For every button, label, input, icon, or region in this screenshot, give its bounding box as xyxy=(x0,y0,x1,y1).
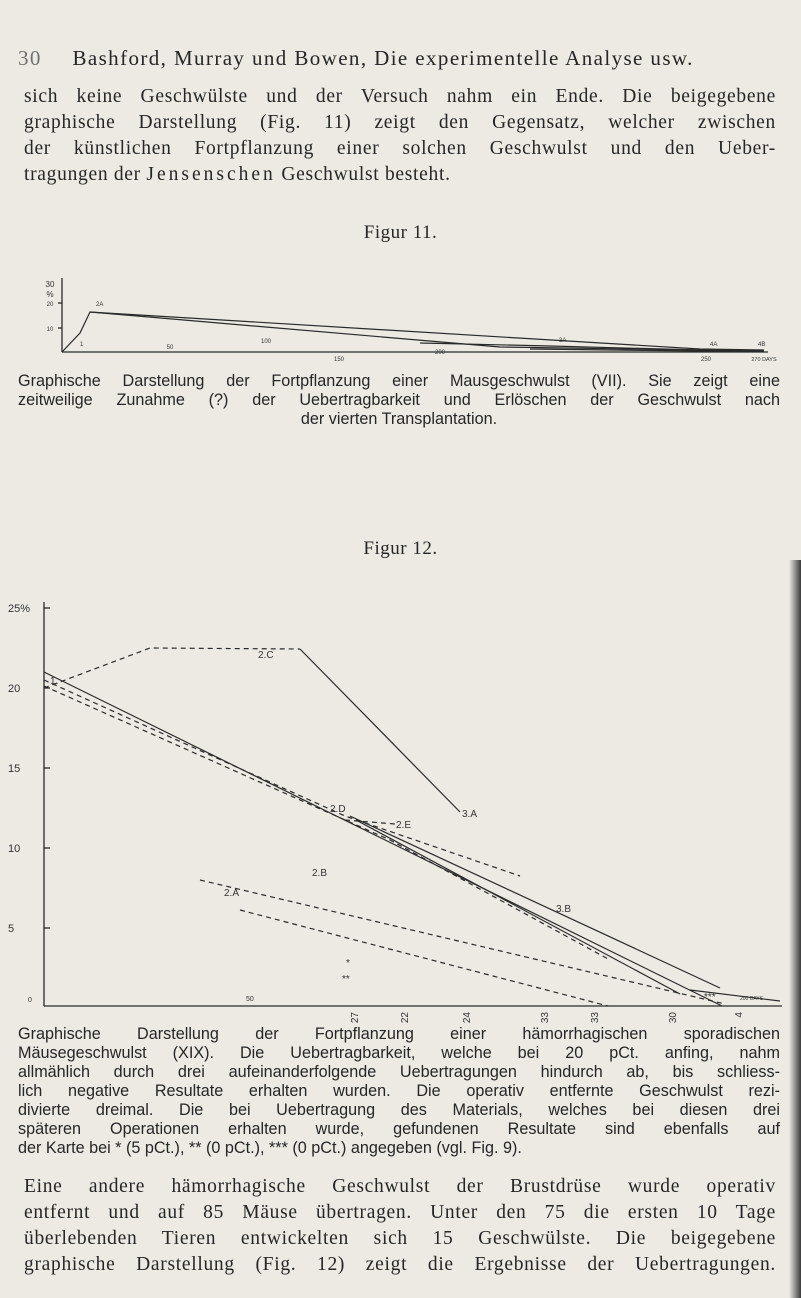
figure-12-title: Figur 12. xyxy=(363,538,438,559)
series-line xyxy=(200,880,725,1004)
figure-11-caption xyxy=(18,372,780,429)
x-tick-label: 33 xyxy=(540,1012,551,1024)
x-tick-label: 250 xyxy=(700,357,712,363)
text-line xyxy=(24,162,776,188)
point-label: 2.C xyxy=(258,650,274,661)
point-label: ** xyxy=(342,974,350,985)
x-tick-label: 24 xyxy=(462,1012,473,1024)
x-tick-label: 22 xyxy=(400,1012,411,1024)
axes xyxy=(58,278,768,352)
x-tick-label: 270 DAYS xyxy=(751,357,777,363)
caption-line: zeitweilige Zunahme (?) der Uebertragbarkeit und Erlöschen der Geschwulst nach xyxy=(18,391,780,409)
caption-line: späteren Operationen erhalten wurde, gefundenen Resultate sind ebenfalls auf xyxy=(18,1120,780,1138)
x-tick-label: 27 xyxy=(350,1012,361,1024)
y-tick-label: 0 xyxy=(28,997,32,1004)
y-tick-label: 10 xyxy=(8,843,21,855)
y-tick-label: 20 xyxy=(8,683,21,695)
text-line: der künstlichen Fortpflanzung einer solchen Geschwulst und den Ueber- xyxy=(24,138,776,159)
point-label: 4B xyxy=(758,342,766,348)
text-line: sich keine Geschwülste und der Versuch nahm ein Ende. Die beigegebene xyxy=(24,86,776,107)
point-label: 2A xyxy=(96,302,104,308)
outro-paragraph xyxy=(24,1174,776,1278)
figure-12-caption xyxy=(18,1025,780,1158)
series-line xyxy=(356,820,680,994)
y-tick-label: 10 xyxy=(46,327,54,333)
series-line xyxy=(44,672,722,1006)
text-line: graphische Darstellung (Fig. 12) zeigt die Ergebnisse der Uebertragungen. xyxy=(24,1254,776,1275)
point-label: 4A xyxy=(710,342,718,348)
caption-line: der vierten Transplantation. xyxy=(300,410,498,428)
caption-line: allmählich durch drei aufeinanderfolgende Uebertragungen hindurch ab, bis schliess- xyxy=(18,1063,780,1081)
series-lines xyxy=(44,648,780,1006)
x-tick-label: 4 xyxy=(734,1012,745,1018)
text-line: überlebenden Tieren entwickelten sich 15 Geschwülste. Die beigegebene xyxy=(24,1228,776,1249)
caption-line: Mäusegeschwulst (XIX). Die Uebertragbarkeit, welche bei 20 pCt. anfing, nahm xyxy=(18,1044,780,1062)
point-label: 2.B xyxy=(312,868,328,879)
page-number: 30 xyxy=(18,46,42,70)
y-tick-label: 30 xyxy=(45,280,55,289)
point-label: *** xyxy=(704,992,716,1003)
point-label: 2.E xyxy=(396,820,412,831)
page-edge-shadow xyxy=(789,560,801,1298)
y-tick-label: 15 xyxy=(8,763,21,775)
x-tick-label: 150 xyxy=(333,357,345,363)
caption-line: lich negative Resultate erhalten wurden. Die operativ entfernte Geschwulst rezi- xyxy=(18,1082,780,1100)
x-tick-label: 50 xyxy=(166,345,174,351)
y-tick-label: 20 xyxy=(46,302,54,308)
text-fragment: Geschwulst besteht. xyxy=(275,164,451,185)
x-tick-label: 33 xyxy=(590,1012,601,1024)
series-line xyxy=(350,816,720,988)
figure-12-chart xyxy=(0,580,801,1024)
x-tick-label: 100 xyxy=(260,339,272,345)
x-tick-labels-rotated xyxy=(350,1012,745,1024)
point-label: 1. xyxy=(50,676,59,687)
running-header xyxy=(18,46,694,71)
y-tick-label: % xyxy=(46,290,54,299)
intro-paragraph xyxy=(24,84,776,188)
point-label: 3A xyxy=(559,338,567,344)
author-name: Jensenschen xyxy=(146,164,276,185)
axes xyxy=(44,602,782,1006)
text-line: graphische Darstellung (Fig. 11) zeigt den Gegensatz, welcher zwischen xyxy=(24,112,776,133)
y-tick-label: 5 xyxy=(8,923,15,935)
figure-11-title: Figur 11. xyxy=(363,222,438,243)
x-tick-label: 30 xyxy=(668,1012,679,1024)
series-line xyxy=(44,686,610,960)
text-line: Eine andere hämorrhagische Geschwulst der Brustdrüse wurde operativ xyxy=(24,1176,776,1197)
caption-line: Graphische Darstellung der Fortpflanzung einer Mausgeschwulst (VII). Sie zeigt eine xyxy=(18,372,780,390)
x-tick-label: 50 xyxy=(246,996,254,1003)
point-label: * xyxy=(346,958,350,969)
running-head-text: Bashford, Murray und Bowen, Die experimentelle Analyse usw. xyxy=(72,46,694,70)
x-tick-label: 200 xyxy=(434,350,446,356)
point-label: 3.A xyxy=(462,809,478,820)
text-fragment: tragungen der xyxy=(24,164,147,185)
y-tick-label: 25% xyxy=(8,603,31,615)
text-line: entfernt und auf 85 Mäuse übertragen. Unter den 75 die ersten 10 Tage xyxy=(24,1202,776,1223)
figure-11-chart xyxy=(0,250,801,363)
series-line xyxy=(44,680,520,876)
caption-line: der Karte bei * (5 pCt.), ** (0 pCt.), *** (0 pCt.) angegeben (vgl. Fig. 9). xyxy=(18,1139,522,1157)
point-label: 2.A xyxy=(224,888,240,899)
point-label: 200 DAYS xyxy=(740,996,763,1002)
series-line xyxy=(240,910,608,1006)
caption-line: Graphische Darstellung der Fortpflanzung einer hämorrhagischen sporadischen xyxy=(18,1025,780,1043)
series-line xyxy=(300,649,460,812)
point-label: 3.B xyxy=(556,904,572,915)
point-label: 1 xyxy=(80,342,84,348)
caption-line: divierte dreimal. Die bei Uebertragung des Materials, welches bei diesen drei xyxy=(18,1101,780,1119)
point-label: 2.D xyxy=(330,804,346,815)
